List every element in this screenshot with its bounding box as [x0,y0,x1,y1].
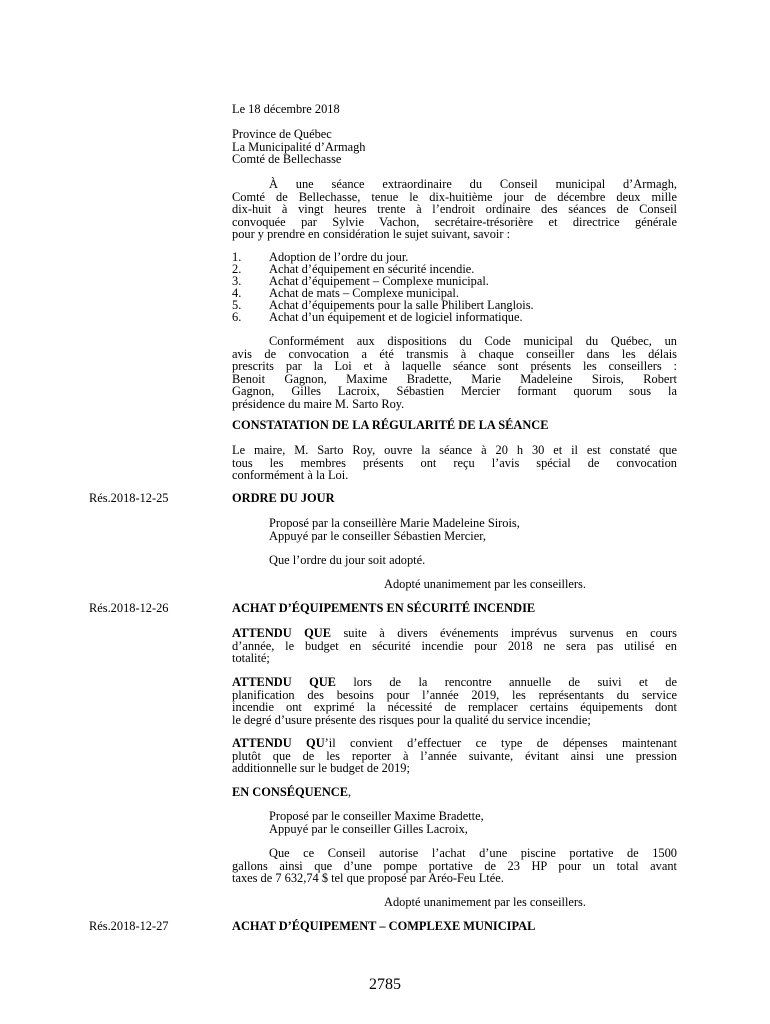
agenda-text: Achat d’équipement en sécurité incendie. [269,262,475,277]
intro-line: dix-huit à vingt heures trente à l’endroit ordinaire des séances de Conseil [232,202,677,217]
address-province: Province de Québec [232,127,332,141]
address-block [232,128,677,166]
agenda-number: 4. [232,286,242,301]
whereas-text: d’année, le budget en sécurité incendie pour 2018 ne sera pas utilisé en [232,638,677,653]
resolution-motion: Que l’ordre du jour soit adopté. [269,553,426,567]
whereas-text: planification des besoins pour l’année 2019, les représentants du service [232,687,677,702]
whereas-text: totalité; [232,651,270,666]
resolution-number: Rés.2018-12-27 [89,919,169,933]
seconded-by: Appuyé par le conseiller Sébastien Mercier, [269,528,486,543]
agenda-list [232,251,677,324]
whereas-text: lors de la rencontre annuelle de suivi et de [335,675,678,689]
whereas-keyword: ATTENDU QUE [232,675,336,689]
proposed-by: Proposé par la conseillère Marie Madeleine Sirois, [269,516,520,530]
whereas-keyword: ATTENDU QU [232,736,325,750]
motion-line: Que ce Conseil autorise l’achat d’une piscine portative de 1500 [269,846,677,860]
agenda-text: Achat de mats – Complexe municipal. [269,286,459,301]
consequence-comma: , [348,785,352,799]
whereas-clause-3 [232,737,677,775]
adoption-statement: Adopté unanimement par les conseillers. [384,895,586,909]
whereas-text: ’il convient d’effectuer ce type de dépenses maintenant [324,736,677,750]
convocation-line: Conformément aux dispositions du Code municipal du Québec, un [269,334,677,348]
resolution-number: Rés.2018-12-25 [89,491,169,505]
consequence-keyword: EN CONSÉQUENCE [232,785,349,799]
agenda-number: 3. [232,274,242,289]
agenda-text: Achat d’équipements pour la salle Philibert Langlois. [269,298,534,313]
agenda-number: 2. [232,262,242,277]
proposed-by: Proposé par le conseiller Maxime Bradette, [269,809,484,823]
convocation-line: avis de convocation a été transmis à chaque conseiller dans les délais [232,346,677,361]
intro-line: convoquée par Sylvie Vachon, secrétaire-trésorière et directrice générale [232,214,677,229]
whereas-text: le degré d’usure présente des risques pour la qualité du service incendie; [232,712,591,727]
address-municipality: La Municipalité d’Armagh [232,139,366,154]
resolution-heading: ACHAT D’ÉQUIPEMENT – COMPLEXE MUNICIPAL [232,919,536,933]
whereas-clause-2 [232,676,677,726]
agenda-item [232,311,677,323]
convocation-line: prescrits par la Loi et à laquelle séance sont présents les conseillers : [232,359,677,374]
page-number: 2785 [369,976,401,993]
adoption-statement: Adopté unanimement par les conseillers. [384,577,586,591]
agenda-text: Achat d’un équipement et de logiciel informatique. [269,310,523,325]
intro-line: pour y prendre en considération le sujet suivant, savoir : [232,227,511,242]
whereas-text: additionnelle sur le budget de 2019; [232,761,410,776]
whereas-clause-1 [232,627,677,665]
resolution-movers [269,517,520,542]
agenda-text: Achat d’équipement – Complexe municipal. [269,274,489,289]
motion-line: gallons ainsi que d’une pompe portative de 23 HP pour un total avant [232,858,677,873]
seconded-by: Appuyé par le conseiller Gilles Lacroix, [269,821,468,836]
convocation-paragraph [232,335,677,411]
document-date: Le 18 décembre 2018 [232,102,340,116]
constatation-line: tous les membres présents ont reçu l’avis spécial de convocation [232,455,677,470]
intro-line: À une séance extraordinaire du Conseil municipal d’Armagh, [269,177,677,191]
motion-line: taxes de 7 632,74 $ tel que proposé par Aréo-Feu Ltée. [232,871,504,886]
intro-line: Comté de Bellechasse, tenue le dix-huitième jour de décembre deux mille [232,189,677,204]
constatation-line: conformément à la Loi. [232,468,349,483]
resolution-motion [232,847,677,885]
constatation-line: Le maire, M. Sarto Roy, ouvre la séance à 20 h 30 et il est constaté que [232,443,677,457]
convocation-line: Gagnon, Gilles Lacroix, Sébastien Mercier formant quorum sous la [232,384,677,399]
agenda-number: 5. [232,298,242,313]
agenda-number: 1. [232,250,242,264]
convocation-line: présidence du maire M. Sarto Roy. [232,396,405,411]
whereas-text: incendie ont exprimé la nécessité de remplacer certains équipements dont [232,700,677,715]
agenda-number: 6. [232,310,242,325]
whereas-text: plutôt que de les reporter à l’année suivante, évitant ainsi une pression [232,748,677,763]
resolution-number: Rés.2018-12-26 [89,601,169,615]
constatation-heading: CONSTATATION DE LA RÉGULARITÉ DE LA SÉANCE [232,418,549,432]
consequence-heading [232,786,677,799]
address-county: Comté de Bellechasse [232,152,342,167]
resolution-heading: ACHAT D’ÉQUIPEMENTS EN SÉCURITÉ INCENDIE [232,601,536,615]
resolution-heading: ORDRE DU JOUR [232,491,335,505]
agenda-text: Adoption de l’ordre du jour. [269,250,409,264]
whereas-text: suite à divers événements imprévus survenus en cours [330,626,677,640]
convocation-line: Benoit Gagnon, Maxime Bradette, Marie Madeleine Sirois, Robert [232,371,677,386]
intro-paragraph [232,178,677,241]
resolution-movers [269,810,484,835]
whereas-keyword: ATTENDU QUE [232,626,331,640]
constatation-paragraph [232,444,677,482]
